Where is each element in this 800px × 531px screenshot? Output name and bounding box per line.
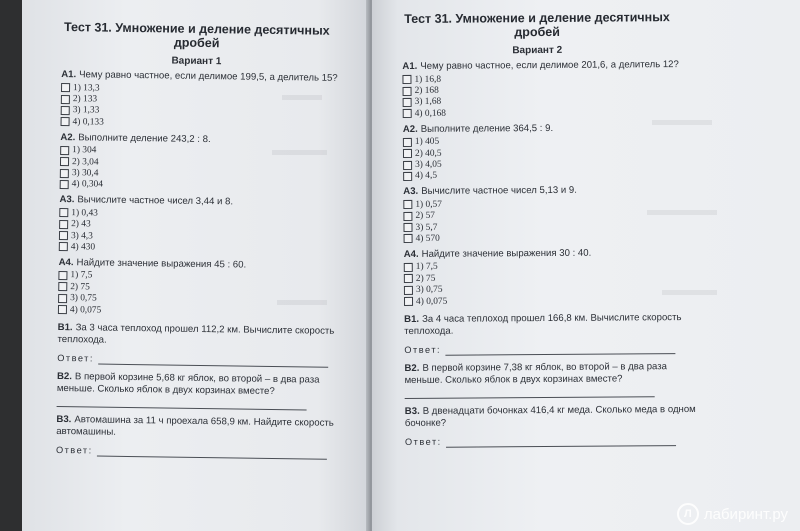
option-label: 2) 75 bbox=[415, 273, 436, 284]
question-a1 bbox=[402, 59, 702, 120]
answer-line[interactable] bbox=[98, 355, 328, 368]
watermark-text: лабиринт.ру bbox=[703, 505, 788, 523]
question-label: В3. bbox=[56, 414, 72, 426]
checkbox[interactable] bbox=[58, 294, 67, 303]
checkbox[interactable] bbox=[58, 282, 67, 291]
checkbox[interactable] bbox=[60, 180, 69, 189]
option-label: 1) 16,8 bbox=[414, 74, 442, 85]
answer-field[interactable] bbox=[405, 434, 705, 448]
checkbox[interactable] bbox=[403, 172, 412, 181]
option-label: 2) 3,04 bbox=[71, 156, 99, 168]
checkbox[interactable] bbox=[61, 117, 70, 126]
checkbox[interactable] bbox=[61, 95, 70, 104]
option-label: 4) 4,5 bbox=[415, 171, 438, 182]
checkbox[interactable] bbox=[59, 208, 68, 217]
option-label: 2) 75 bbox=[70, 281, 90, 293]
option-item[interactable] bbox=[403, 169, 703, 182]
question-a2 bbox=[60, 132, 361, 195]
question-a4 bbox=[58, 257, 359, 320]
answer-label: Ответ: bbox=[404, 436, 442, 448]
question-b3 bbox=[56, 414, 357, 460]
option-label: 1) 13,3 bbox=[72, 82, 100, 94]
checkbox[interactable] bbox=[60, 146, 69, 155]
answer-label: Ответ: bbox=[404, 344, 442, 356]
question-text: Автомашина за 11 ч проехала 658,9 км. Найдите скорость автомашины. bbox=[56, 414, 334, 439]
checkbox[interactable] bbox=[404, 234, 413, 243]
question-b3 bbox=[405, 404, 705, 448]
page-title: Тест 31. Умножение и деление десятичных дробей bbox=[64, 20, 330, 51]
checkbox[interactable] bbox=[403, 160, 412, 169]
checkbox[interactable] bbox=[404, 263, 413, 272]
question-label: В2. bbox=[56, 371, 73, 383]
question-a4 bbox=[404, 247, 704, 308]
option-label: 1) 304 bbox=[72, 145, 97, 156]
option-label: 4) 430 bbox=[70, 242, 96, 253]
answer-line[interactable] bbox=[97, 447, 327, 460]
option-item[interactable] bbox=[403, 106, 703, 119]
question-b2 bbox=[404, 361, 704, 399]
question-label: А1. bbox=[402, 60, 418, 72]
question-text: В двенадцати бочонках 416,4 кг меда. Сколько меда в одном бочонке? bbox=[404, 404, 696, 430]
option-label: 2) 43 bbox=[71, 219, 91, 230]
right-page-content bbox=[402, 10, 705, 448]
option-label: 3) 30,4 bbox=[71, 168, 99, 179]
question-text: Найдите значение выражения 30 : 40. bbox=[421, 247, 592, 260]
question-b2 bbox=[57, 371, 357, 411]
option-label: 1) 0,43 bbox=[71, 207, 98, 219]
checkbox[interactable] bbox=[59, 220, 68, 229]
checkbox[interactable] bbox=[404, 297, 413, 306]
answer-field[interactable] bbox=[404, 342, 704, 356]
question-label: В1. bbox=[57, 322, 73, 334]
page-title: Тест 31. Умножение и деление десятичных дробей bbox=[404, 10, 670, 40]
answer-label: Ответ: bbox=[57, 353, 95, 364]
checkbox[interactable] bbox=[403, 149, 412, 158]
checkbox[interactable] bbox=[59, 231, 68, 240]
question-b1 bbox=[404, 312, 704, 356]
question-label: А2. bbox=[60, 131, 76, 143]
answer-line[interactable] bbox=[405, 388, 655, 399]
question-label: А4. bbox=[403, 248, 419, 260]
checkbox[interactable] bbox=[403, 98, 412, 107]
option-label: 2) 168 bbox=[414, 85, 439, 97]
question-label: А2. bbox=[402, 123, 418, 135]
option-label: 2) 133 bbox=[72, 94, 98, 105]
checkbox[interactable] bbox=[403, 200, 412, 209]
option-label: 4) 0,168 bbox=[414, 108, 446, 119]
question-label: А3. bbox=[59, 194, 75, 206]
checkbox[interactable] bbox=[59, 242, 68, 251]
checkbox[interactable] bbox=[60, 157, 69, 166]
right-page bbox=[372, 0, 800, 531]
labirint-logo-icon: Л bbox=[677, 503, 699, 525]
checkbox[interactable] bbox=[60, 169, 69, 178]
option-label: 3) 1,33 bbox=[72, 105, 100, 117]
question-label: В1. bbox=[404, 314, 420, 326]
question-text: Чему равно частное, если делимое 199,5, а делитель 15? bbox=[79, 69, 338, 84]
question-a3 bbox=[403, 184, 703, 245]
option-label: 4) 0,075 bbox=[69, 304, 102, 316]
checkbox[interactable] bbox=[58, 271, 67, 280]
checkbox[interactable] bbox=[404, 274, 413, 283]
answer-line[interactable] bbox=[57, 398, 307, 410]
question-text: Выполните деление 364,5 : 9. bbox=[420, 122, 554, 135]
variant-label: Вариант 2 bbox=[512, 44, 563, 57]
question-a2 bbox=[403, 121, 703, 182]
option-label: 1) 0,57 bbox=[415, 199, 442, 210]
left-page bbox=[22, 0, 370, 531]
answer-label: Ответ: bbox=[55, 445, 93, 456]
answer-field[interactable] bbox=[57, 352, 357, 368]
question-text: Вычислите частное чисел 3,44 и 8. bbox=[77, 194, 234, 208]
option-label: 4) 570 bbox=[415, 233, 440, 244]
question-label: В2. bbox=[404, 363, 420, 375]
question-text: В первой корзине 7,38 кг яблок, во второй – в два раза меньше. Сколько яблок в двух корзинах вместе? bbox=[404, 361, 668, 387]
option-label: 2) 57 bbox=[415, 210, 435, 222]
option-label: 4) 0,075 bbox=[415, 296, 448, 307]
checkbox[interactable] bbox=[403, 223, 412, 232]
option-label: 3) 0,75 bbox=[415, 284, 443, 296]
option-label: 1) 7,5 bbox=[70, 270, 93, 281]
option-label: 3) 4,3 bbox=[70, 230, 93, 242]
checkbox[interactable] bbox=[402, 75, 411, 84]
option-label: 4) 0,133 bbox=[72, 117, 104, 128]
checkbox[interactable] bbox=[61, 83, 70, 92]
question-text: Вычислите частное чисел 5,13 и 9. bbox=[421, 184, 577, 197]
question-text: В первой корзине 5,68 кг яблок, во второй – в два раза меньше. Сколько яблок в двух корзинах вместе? bbox=[56, 371, 320, 398]
question-label: А3. bbox=[403, 186, 419, 198]
checkbox[interactable] bbox=[58, 305, 67, 314]
option-item[interactable] bbox=[404, 231, 704, 244]
variant-label: Вариант 1 bbox=[171, 55, 222, 68]
checkbox[interactable] bbox=[403, 212, 412, 221]
question-text: За 3 часа теплоход прошел 112,2 км. Вычислите скорость теплохода. bbox=[57, 322, 335, 346]
question-label: В3. bbox=[404, 406, 420, 418]
question-a1 bbox=[60, 69, 361, 132]
question-label: А1. bbox=[61, 68, 77, 81]
option-label: 3) 5,7 bbox=[415, 222, 438, 233]
option-label: 2) 40,5 bbox=[414, 148, 442, 159]
left-page-content bbox=[56, 20, 362, 460]
checkbox[interactable] bbox=[61, 106, 70, 115]
question-text: Найдите значение выражения 45 : 60. bbox=[76, 256, 247, 271]
answer-line[interactable] bbox=[446, 436, 676, 448]
question-a3 bbox=[59, 194, 360, 257]
question-text: Чему равно частное, если делимое 201,6, а делитель 12? bbox=[420, 59, 679, 72]
question-text: Выполните деление 243,2 : 8. bbox=[78, 131, 211, 145]
question-text: За 4 часа теплоход прошел 166,8 км. Вычислите скорость теплохода. bbox=[404, 312, 682, 338]
option-label: 1) 7,5 bbox=[415, 262, 438, 273]
watermark bbox=[677, 503, 788, 525]
answer-line[interactable] bbox=[445, 344, 675, 356]
question-b1 bbox=[57, 322, 358, 368]
checkbox[interactable] bbox=[403, 138, 412, 147]
checkbox[interactable] bbox=[403, 109, 412, 118]
option-label: 3) 0,75 bbox=[70, 293, 97, 304]
option-item[interactable] bbox=[404, 294, 704, 307]
checkbox[interactable] bbox=[404, 286, 413, 295]
option-label: 1) 405 bbox=[414, 137, 440, 148]
answer-field[interactable] bbox=[56, 444, 356, 460]
option-label: 3) 4,05 bbox=[415, 159, 442, 170]
checkbox[interactable] bbox=[403, 87, 412, 96]
question-label: А4. bbox=[58, 256, 74, 268]
option-label: 4) 0,304 bbox=[71, 179, 104, 191]
option-label: 3) 1,68 bbox=[414, 97, 442, 108]
